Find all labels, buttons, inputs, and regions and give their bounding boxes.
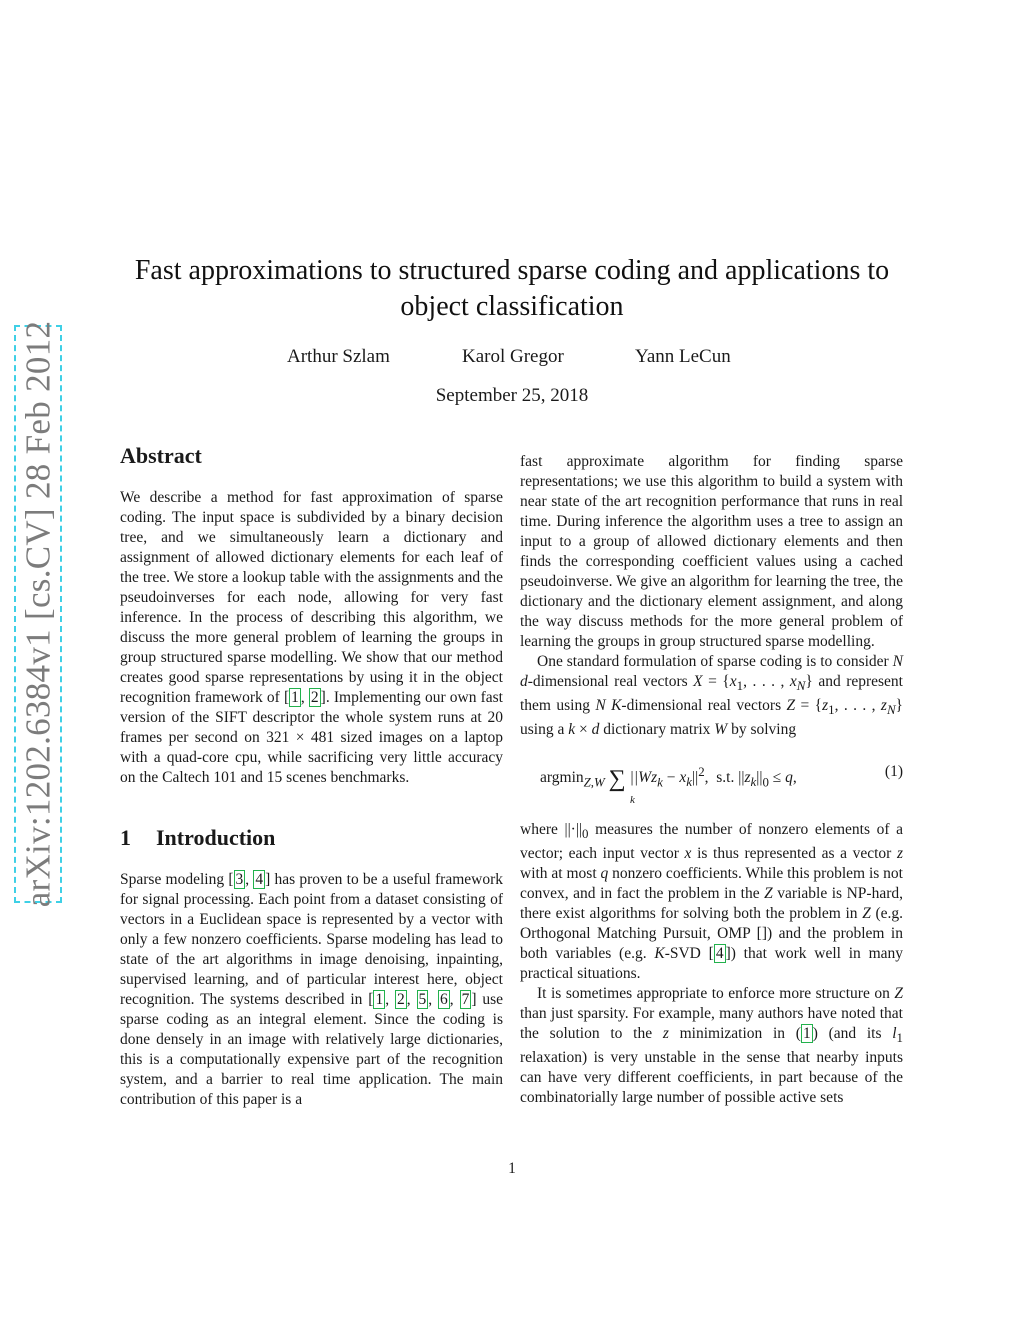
intro-paragraph: Sparse modeling [ 3 , 4 ] has proven to be a useful framework for signal processing. Each point from a dataset consisting of vectors in a Euclidean space is represented by a vector with only a few nonzero coefficients. Sparse modeling has lead to state of the art algorithms in image denoising, inpainting, supervised learning, and of particular interest here, object recognition. The systems described in [ 1 , 2 , 5 , 6 , 7 ] use sparse coding as an integral element. Since the coding is done densely in an image with relatively large dictionaries, this is a computationally expensive part of the recognition system, and a barrier to real time application. The main contribution of this paper is a [120,871,504,1108]
citation-link[interactable]: 1 [375,991,384,1008]
left-column [120,442,503,1110]
citation-link[interactable]: 4 [255,871,264,888]
citation-link[interactable]: 4 [715,945,724,963]
right-column [520,452,903,1108]
abstract-heading: Abstract [120,443,202,468]
citation-link[interactable]: 3 [235,871,244,888]
equation-number: (1) [884,763,903,781]
equation-1: argmin$_{Z,W}$ ∑ $||Wz_k - x_k||^2$, s.t. $||z_k||_0 \le q$, k (1) [540,763,903,807]
section-heading: 1 Introduction [120,825,276,850]
arxiv-id[interactable]: arXiv:1202.6384v1 [cs.CV] 28 Feb 2012 [18,320,58,908]
citation-link[interactable]: 5 [418,991,427,1008]
page-number: 1 [508,1160,516,1177]
structure-paragraph: It is sometimes appropriate to enforce more structure on Z than just sparsity. For example, many authors have noted that the solution to the z minimization in ( 1 ) (and its $l_1$ relaxation) is very unstable in the sense that nearby inputs can have very different coefficients, in part because of the combinatorially large number of possible active sets [520,985,903,1107]
paper-date: September 25, 2018 [435,385,589,406]
author-list [0,346,1024,370]
arxiv-stamp [14,320,62,908]
norm-paragraph: where $||\cdot||_0$ measures the number of nonzero elements of a vector; each input vector x is thus represented as a vector z with at most q nonzero coefficients. While this problem is not convex, and in fact the problem in the Z variable is NP-hard, there exist algorithms for solving both the problem in Z (e.g. Orthogonal Matching Pursuit, OMP []) and the problem in both variables (e.g. K-SVD [ 4 ]) that work well in many practical situations. [520,821,904,983]
citation-link[interactable]: 6 [440,991,448,1008]
citation-link[interactable]: 7 [461,991,470,1008]
citation-link[interactable]: 1 [291,689,299,706]
citation-link[interactable]: 2 [396,991,405,1008]
citation-link[interactable]: 2 [310,689,319,706]
paper-title: Fast approximations to structured sparse coding and applications to object classification [134,255,890,322]
intro-continuation: fast approximate algorithm for finding sparse representations; we use this algorithm to build a system with near state of the art recognition performance that runs in real time. During inference the algorithm uses a tree to assign an input to a group of allowed dictionary elements and then finds the corresponding coefficient values using a cached pseudoinverse. We give an algorithm for learning the tree, the dictionary and the dictionary element assignment, and along the way discuss methods for the more general problem of learning the groups in group structured sparse modelling. [520,453,903,650]
author-1: Arthur Szlam [287,346,390,367]
formulation-paragraph: One standard formulation of sparse coding is to consider N d-dimensional real vectors $X = \{x_1$, . . . , $x_N$} and represent them using N K-dimensional real vectors $Z = \{z_1$, . . . , $z_N$} using a k × d dictionary matrix W by solving [520,653,904,739]
author-3: Yann LeCun [635,346,731,367]
author-2: Karol Gregor [462,346,564,367]
abstract-text: We describe a method for fast approximation of sparse coding. The input space is subdivided by a binary decision tree, and we simultaneously learn a dictionary and assignment of allowed dictionary elements for each leaf of the tree. We store a lookup table with the assignments and the pseudoinverses for each node, allowing for very fast inference. In the process of describing this algorithm, we discuss the more general problem of learning the groups in group structured sparse modelling. We show that our method creates good sparse representations by using it in the object recognition framework of [ 1 , 2 ]. Implementing our own fast version of the SIFT descriptor the whole system runs at 20 frames per second on 321 × 481 sized images on a laptop with a quad-core cpu, while sacrificing very little accuracy on the Caltech 101 and 15 scenes benchmarks. [120,489,503,786]
equation-link[interactable]: 1 [802,1025,811,1043]
